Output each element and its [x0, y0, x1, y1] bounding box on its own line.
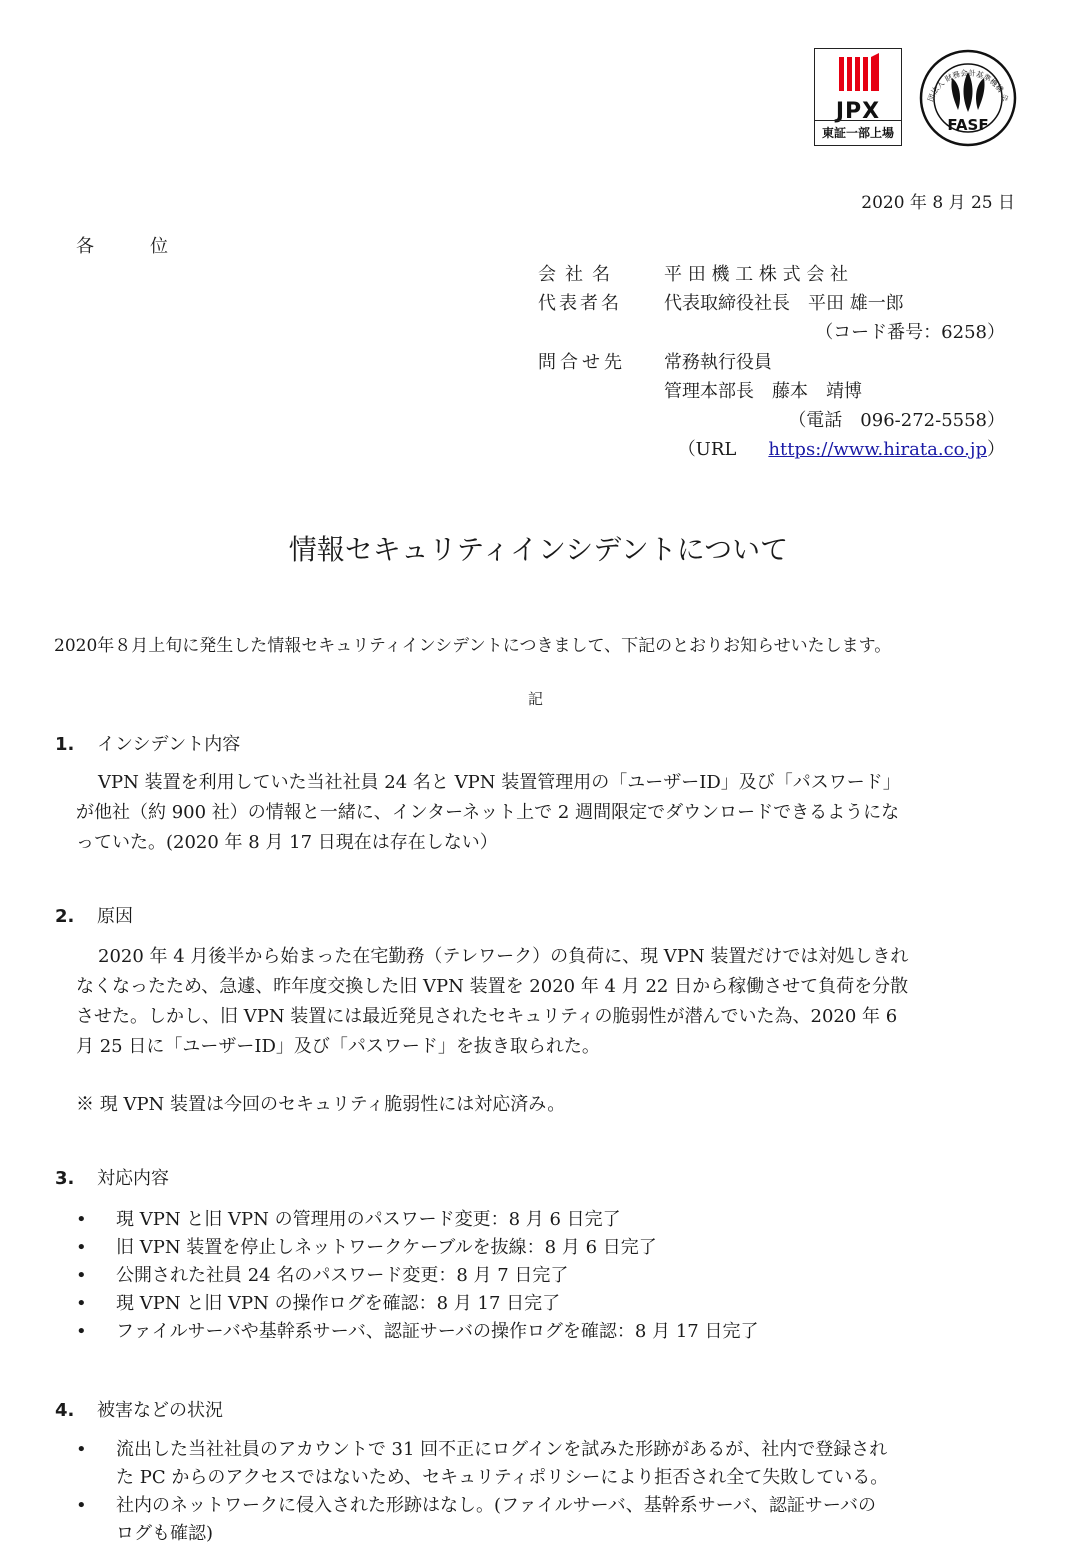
jpx-mark-icon: [815, 49, 901, 99]
list-item: • 社内のネットワークに侵入された形跡はなし。(ファイルサーバ、基幹系サーバ、認証サーバの ログも確認): [76, 1495, 876, 1544]
company-url-link[interactable]: https://www.hirata.co.jp: [768, 439, 987, 460]
section-heading: 1. インシデント内容: [55, 734, 241, 755]
contact-name: 管理本部長 藤本 靖博: [664, 381, 862, 402]
list-item: • 流出した当社社員のアカウントで 31 回不正にログインを試みた形跡があるが、社内で登録され た PC からのアクセスではないため、セキュリティポリシーにより拒否され全て失敗している。: [76, 1439, 889, 1488]
section-2-note: ※ 現 VPN 装置は今回のセキュリティ脆弱性には対応済み。: [76, 1094, 566, 1115]
document-title: 情報セキュリティインシデントについて: [288, 533, 789, 566]
representative-label: 代表者名: [538, 293, 622, 314]
fasf-name: FASF: [947, 116, 989, 134]
section-1-body: VPN 装置を利用していた当社社員 24 名と VPN 装置管理用の「ユーザーID」及び「パスワード」 が他社（約 900 社）の情報と一緒に、インターネット上で 2 週間限定でダウンロードできるようにな っていた。(2020 年 8 月 17 日現在は存在しない）: [76, 772, 901, 853]
section-heading: 2. 原因: [55, 906, 133, 927]
company-name-value: 平 田 機 工 株 式 会 社: [664, 264, 849, 285]
document-date: 2020 年 8 月 25 日: [861, 193, 1015, 213]
fasf-seal-icon: [918, 48, 1018, 148]
contact-title: 常務執行役員: [664, 352, 772, 373]
company-name-label: 会社名: [538, 264, 619, 285]
jpx-name: JPX: [835, 99, 881, 124]
section-4-list: [76, 1436, 1026, 1548]
section-3-list: [76, 1206, 1026, 1346]
ki-marker: 記: [528, 690, 544, 708]
list-item: • ファイルサーバや基幹系サーバ、認証サーバの操作ログを確認：8 月 17 日完了: [76, 1321, 759, 1342]
url-close: ）: [987, 439, 1005, 460]
url-label: （URL: [677, 439, 737, 460]
section-heading: 4. 被害などの状況: [55, 1400, 223, 1421]
intro-text: 2020年８月上旬に発生した情報セキュリティインシデントにつきまして、下記のとおりお知らせいたします。: [54, 636, 892, 656]
list-item: • 現 VPN と旧 VPN の操作ログを確認：8 月 17 日完了: [76, 1293, 561, 1314]
jpx-listing-label: 東証一部上場: [815, 120, 901, 145]
representative-value: 代表取締役社長 平田 雄一郎: [664, 293, 904, 314]
list-item: • 現 VPN と旧 VPN の管理用のパスワード変更：8 月 6 日完了: [76, 1209, 621, 1230]
section-2-body: 2020 年 4 月後半から始まった在宅勤務（テレワーク）の負荷に、現 VPN 装置だけでは対処しきれ なくなったため、急遽、昨年度交換した旧 VPN 装置を 2020 年 4 月 22 日から稼働させて負荷を分散 させた。しかし、旧 VPN 装置には最近発見されたセキュリティの脆弱性が潜んでいた為、2020 年 6 月 25 日に「ユーザーID」及び「パスワード」を抜き取られた。: [76, 946, 909, 1057]
fasf-logo: [918, 48, 1018, 148]
list-item: • 旧 VPN 装置を停止しネットワークケーブルを抜線：8 月 6 日完了: [76, 1237, 657, 1258]
jpx-logo: [814, 48, 902, 146]
fasf-ring-text: 団法人 財務会計基準機構 会: [925, 68, 1011, 103]
contact-phone: （電話 096-272-5558）: [788, 410, 1005, 431]
addressee: 各位: [76, 236, 224, 257]
section-heading: 3. 対応内容: [55, 1168, 169, 1189]
contact-url-line: [678, 435, 1005, 461]
list-item: • 公開された社員 24 名のパスワード変更：8 月 7 日完了: [76, 1265, 569, 1286]
stock-code: （コード番号：6258）: [815, 322, 1005, 343]
contact-label: 問合せ先: [538, 352, 626, 373]
